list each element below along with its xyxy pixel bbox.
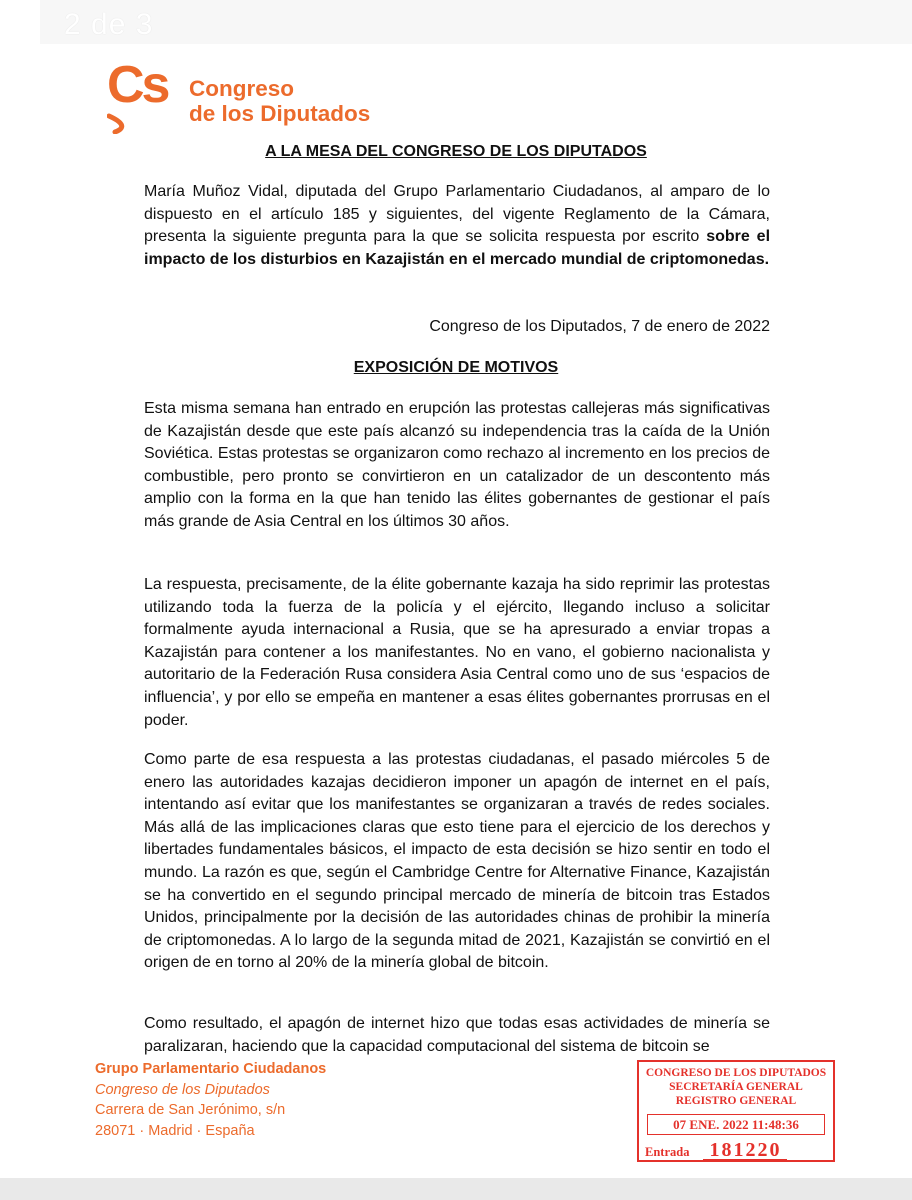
registry-stamp <box>637 1060 835 1162</box>
footer-institution: Congreso de los Diputados <box>95 1081 270 1098</box>
footer-address <box>95 1059 326 1141</box>
document-title: A LA MESA DEL CONGRESO DE LOS DIPUTADOS <box>265 143 647 160</box>
cs-logo-mark <box>107 56 185 134</box>
logo-line-2: de los Diputados <box>189 101 371 126</box>
cs-logo <box>107 56 407 136</box>
section-title: EXPOSICIÓN DE MOTIVOS <box>353 359 559 376</box>
footer-street: Carrera de San Jerónimo, s/n <box>95 1102 286 1118</box>
stamp-line-1: CONGRESO DE LOS DIPUTADOS <box>645 1067 827 1079</box>
logo-line-1: Congreso <box>189 76 295 101</box>
stamp-entry <box>639 1141 833 1160</box>
intro-bold: sobre el impacto de los disturbios en Kazajistán en el mercado mundial de criptomonedas. <box>144 228 771 268</box>
logo-mark-text: Cs <box>107 56 168 114</box>
intro-paragraph <box>144 181 770 271</box>
stamp-datetime: 07 ENE. 2022 11:48:36 <box>647 1114 825 1135</box>
body-paragraph-4: Como resultado, el apagón de internet hizo que todas esas actividades de minería se paralizaran, haciendo que la capacidad computacional del sistema de bitcoin se <box>144 1015 770 1055</box>
stamp-line-3: REGISTRO GENERAL <box>675 1095 797 1107</box>
body-paragraph-2: La respuesta, precisamente, de la élite gobernante kazaja ha sido reprimir las protestas utilizando toda la fuerza de la policía y el ejército, llegando incluso a solicitar formalmente ayuda internacional a Rusia, que se ha apresurado a enviar tropas a Kazajistán para contener a los manifestantes. No en vano, el gobierno nacionalista y autoritario de la Federación Rusa considera Asia Central como uno de sus ‘espacios de influencia’, y por ello se empeña en mantener a esas élites gobernantes prorrusas en el poder. <box>144 576 770 729</box>
page-indicator: 2 de 3 <box>64 8 154 41</box>
top-band <box>40 0 912 44</box>
date-line: Congreso de los Diputados, 7 de enero de 2022 <box>429 318 770 335</box>
body-paragraph-1: Esta misma semana han entrado en erupción las protestas callejeras más significativas de Kazajistán desde que este país alcanzó su independencia tras la caída de la Unión Soviética. Estas protestas se organizaron como rechazo al incremento en los precios de combustible, pero pronto se convirtieron en un catalizador de un descontento más amplio con la forma en la que han tenido las élites gobernantes de gestionar el país más grande de Asia Central en los últimos 30 años. <box>144 400 770 530</box>
logo-text <box>189 76 370 126</box>
stamp-line-2: SECRETARÍA GENERAL <box>669 1081 803 1093</box>
footer-org: Grupo Parlamentario Ciudadanos <box>95 1061 327 1077</box>
body-paragraph-3: Como parte de esa respuesta a las protestas ciudadanas, el pasado miércoles 5 de enero las autoridades kazajas decidieron imponer un apagón de internet en el país, intentando así evitar que los manifestantes se organizaran a través de redes sociales. Más allá de las implicaciones claras que esto tiene para el ejercicio de los derechos y libertades fundamentales básicos, el impacto de esta decisión se hizo sentir en todo el mundo. La razón es que, según el Cambridge Centre for Alternative Finance, Kazajistán se ha convertido en el segundo principal mercado de minería de bitcoin tras Estados Unidos, principalmente por la decisión de las autoridades chinas de prohibir la minería de criptomonedas. A lo largo de la segunda mitad de 2021, Kazajistán se convirtió en el origen de en torno al 20% de la minería global de bitcoin. <box>144 751 770 972</box>
stamp-entry-label: Entrada <box>645 1145 690 1159</box>
stamp-entry-number: 181220 <box>703 1141 787 1160</box>
footer-city: 28071 · Madrid · España <box>95 1122 255 1139</box>
intro-plain: María Muñoz Vidal, diputada del Grupo Parlamentario Ciudadanos, al amparo de lo dispuesto en el artículo 185 y siguientes, del vigente Reglamento de la Cámara, presenta la siguiente pregunta para la que se solicita respuesta por escrito <box>144 183 770 246</box>
